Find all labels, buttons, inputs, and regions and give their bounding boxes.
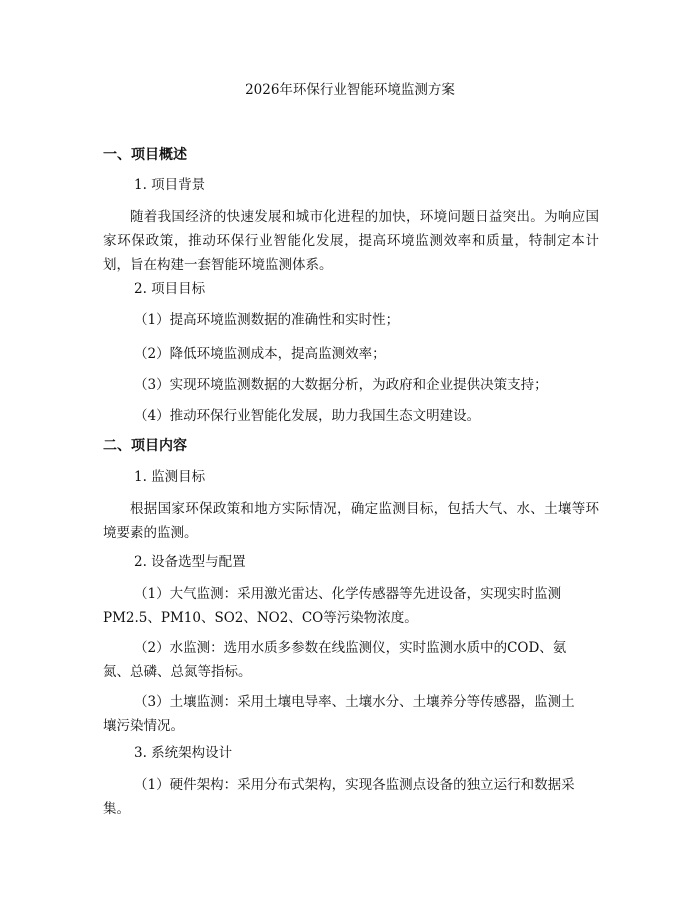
equipment-item-soil: （3）土壤监测：采用土壤电导率、土壤水分、土壤养分等传感器，监测土壤污染情况。 — [103, 694, 575, 734]
document-title: 2026年环保行业智能环境监测方案 — [245, 82, 455, 98]
subsection-heading-architecture: 3. 系统架构设计 — [134, 745, 233, 761]
goal-item-4: （4）推动环保行业智能化发展，助力我国生态文明建设。 — [134, 408, 481, 424]
subsection-heading-background: 1. 项目背景 — [134, 177, 206, 193]
background-paragraph: 随着我国经济的快速发展和城市化进程的加快，环境问题日益突出。为响应国家环保政策，推动环保行业智能化发展，提高环境监测效率和质量，特制定本计划，旨在构建一套智能环境监测体系。 — [103, 209, 599, 273]
goal-item-3: （3）实现环境监测数据的大数据分析，为政府和企业提供决策支持； — [134, 377, 548, 393]
equipment-item-air: （1）大气监测：采用激光雷达、化学传感器等先进设备，实现实时监测PM2.5、PM10、SO2、NO2、CO等污染物浓度。 — [103, 586, 562, 626]
section-heading-content: 二、项目内容 — [103, 438, 187, 454]
subsection-heading-equipment: 2. 设备选型与配置 — [134, 554, 246, 570]
subsection-heading-monitoring-targets: 1. 监测目标 — [134, 469, 206, 485]
monitoring-targets-paragraph: 根据国家环保政策和地方实际情况，确定监测目标，包括大气、水、土壤等环境要素的监测。 — [103, 501, 599, 541]
architecture-item-hardware: （1）硬件架构：采用分布式架构，实现各监测点设备的独立运行和数据采集。 — [103, 777, 575, 817]
goal-item-1: （1）提高环境监测数据的准确性和实时性； — [134, 312, 400, 328]
equipment-item-water: （2）水监测：选用水质多参数在线监测仪，实时监测水质中的COD、氨氮、总磷、总氮等指标。 — [103, 640, 567, 680]
goal-item-2: （2）降低环境监测成本，提高监测效率； — [134, 346, 386, 362]
subsection-heading-goals: 2. 项目目标 — [134, 281, 206, 297]
section-heading-overview: 一、项目概述 — [103, 147, 187, 163]
